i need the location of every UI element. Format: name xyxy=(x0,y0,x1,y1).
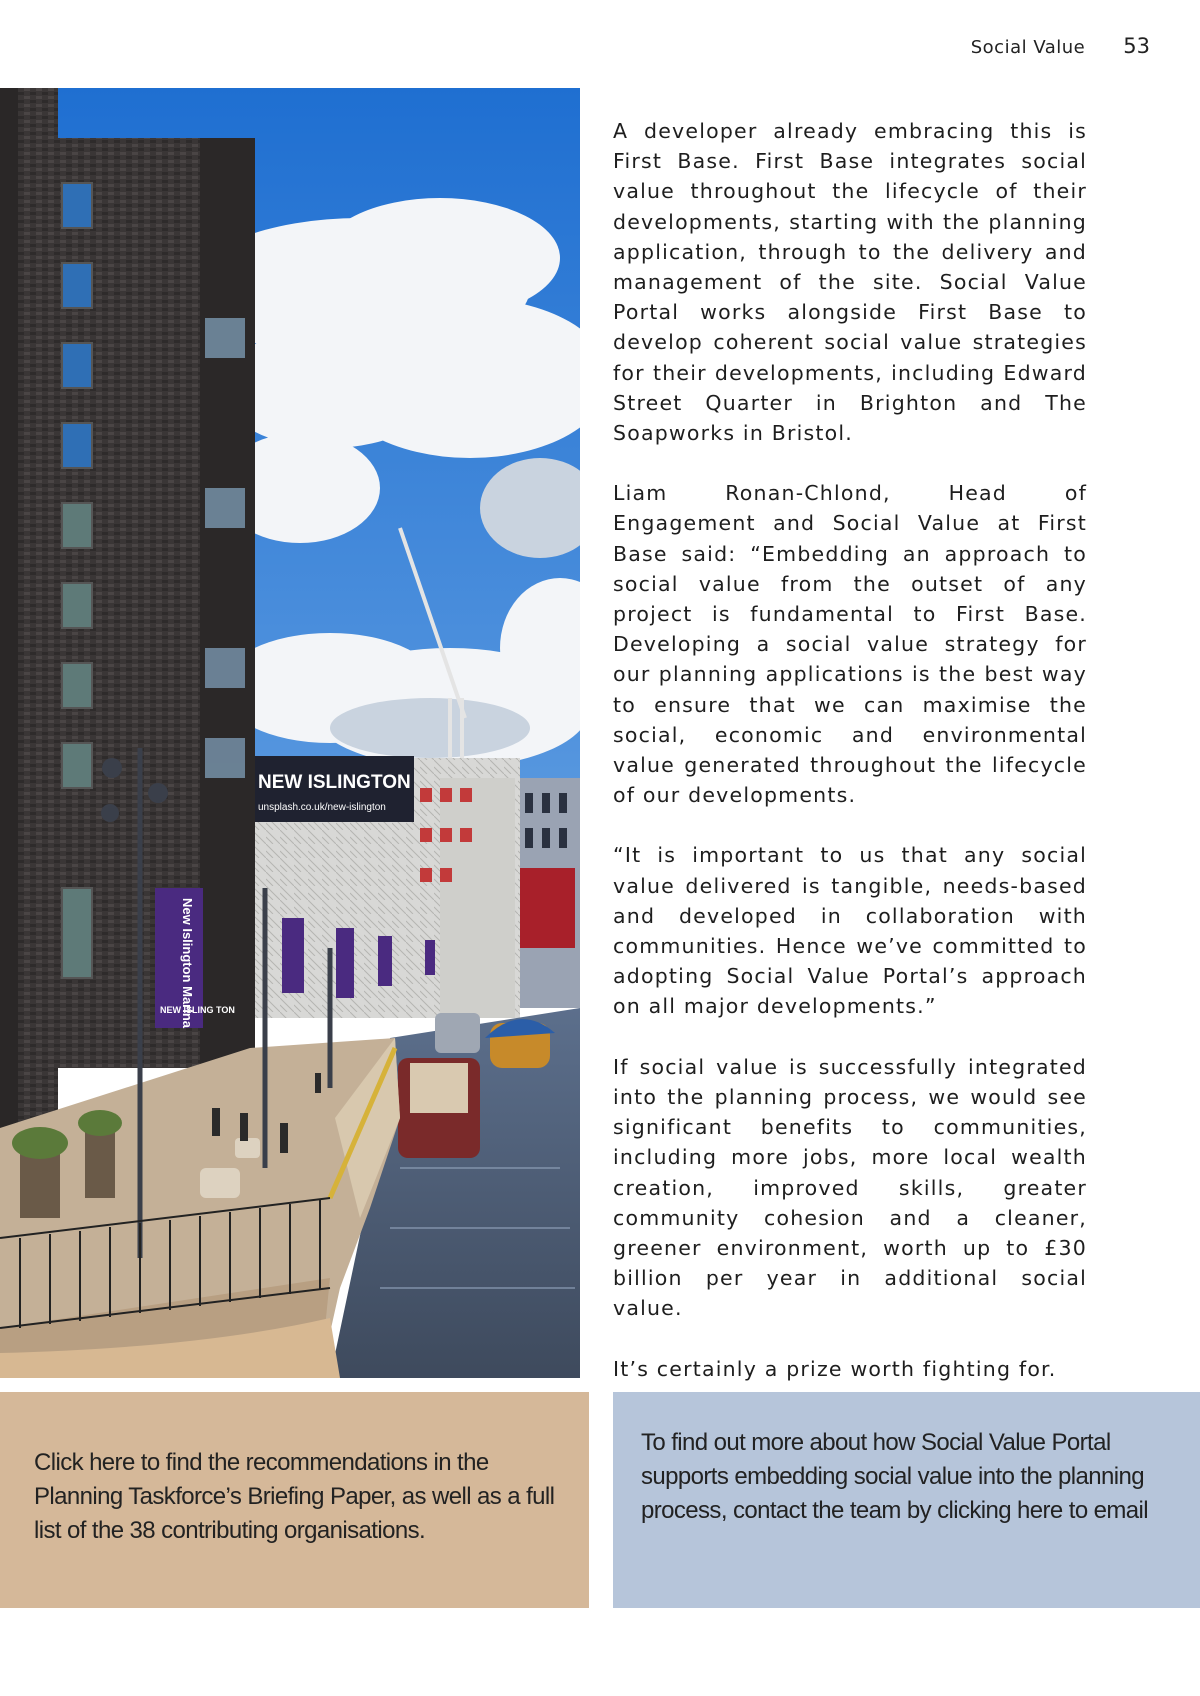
contact-team-callout[interactable] xyxy=(613,1392,1200,1608)
banner-url: unsplash.co.uk/new-islington xyxy=(258,802,386,813)
flag-logo: NEW ISLING TON xyxy=(160,1005,235,1015)
briefing-paper-callout[interactable] xyxy=(0,1392,589,1608)
paragraph: If social value is successfully integrated into the planning process, we would see significant benefits to communities, including more jobs, more local wealth creation, improved skills, greater community cohesion and a cleaner, greener environment, worth up to £30 billion per year in additional social value. xyxy=(613,1054,1087,1321)
flag-text: New Islington Marina xyxy=(180,898,195,1029)
page-header xyxy=(971,34,1150,58)
article-body xyxy=(613,116,1087,1414)
banner-heading: NEW ISLINGTON xyxy=(258,772,411,793)
section-title: Social Value xyxy=(970,37,1086,58)
briefing-paper-link-text[interactable]: Click here to find the recommendations in the Planning Taskforce’s Briefing Paper, as well as a full list of the 38 contributing organisations. xyxy=(34,1449,555,1544)
paragraph: “It is important to us that any social value delivered is tangible, needs-based and developed in collaboration with communities. Hence we’ve committed to adopting Social Value Portal’s approach on all major developments.” xyxy=(613,843,1087,1019)
paragraph: Liam Ronan-Chlond, Head of Engagement and Social Value at First Base said: “Embedding an approach to social value from the outset of any project is fundamental to First Base. Developing a social value strategy for our planning applications is the best way to ensure that we can maximise the social, economic and environmental value generated throughout the lifecycle of our developments. xyxy=(613,481,1087,808)
paragraph: A developer already embracing this is First Base. First Base integrates social value throughout the lifecycle of their developments, starting with the planning application, through to the delivery and management of the site. Social Value Portal works alongside First Base to develop coherent social value strategies for their developments, including Edward Street Quarter in Brighton and The Soapworks in Bristol. xyxy=(613,119,1087,446)
canal-development-photo xyxy=(0,88,580,1378)
page-number: 53 xyxy=(1123,34,1150,58)
contact-email-link-text[interactable]: To find out more about how Social Value Portal supports embedding social value into the planning process, contact the team by clicking here to email xyxy=(641,1429,1148,1524)
paragraph: It’s certainly a prize worth fighting for. xyxy=(613,1356,1057,1381)
